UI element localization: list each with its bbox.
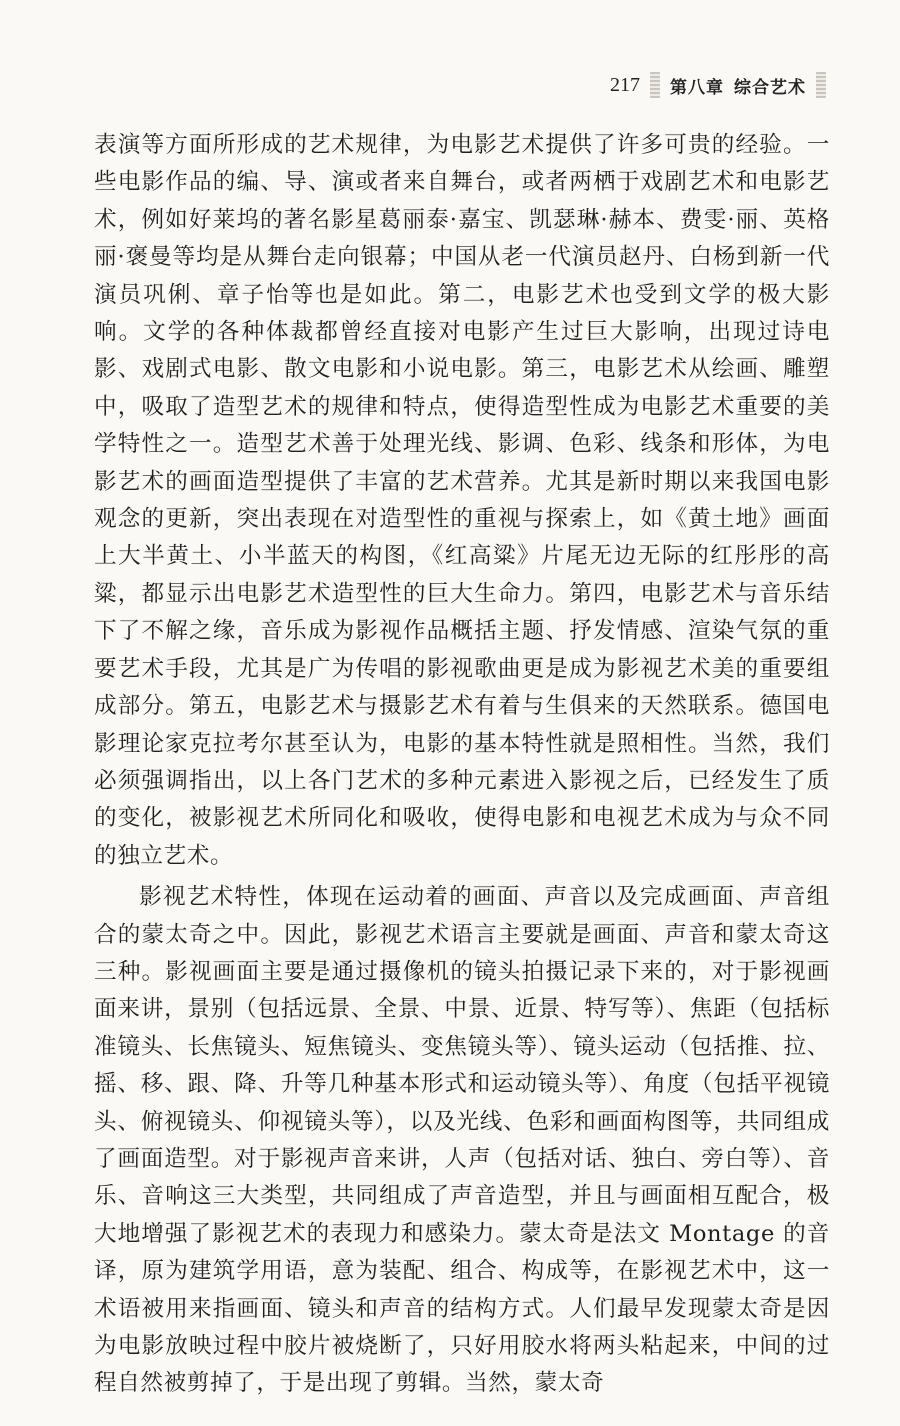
page-number: 217 <box>610 73 640 96</box>
header-divider-right <box>816 72 826 98</box>
paragraph-continued: 表演等方面所形成的艺术规律，为电影艺术提供了许多可贵的经验。一些电影作品的编、导、演或者来自舞台，或者两栖于戏剧艺术和电影艺术，例如好莱坞的著名影星葛丽泰·嘉宝、凯瑟琳·赫本、费雯·丽、英格丽·褒曼等均是从舞台走向银幕；中国从老一代演员赵丹、白杨到新一代演员巩俐、章子怡等也是如此。第二，电影艺术也受到文学的极大影响。文学的各种体裁都曾经直接对电影产生过巨大影响，出现过诗电影、戏剧式电影、散文电影和小说电影。第三，电影艺术从绘画、雕塑中，吸取了造型艺术的规律和特点，使得造型性成为电影艺术重要的美学特性之一。造型艺术善于处理光线、影调、色彩、线条和形体，为电影艺术的画面造型提供了丰富的艺术营养。尤其是新时期以来我国电影观念的更新，突出表现在对造型性的重视与探索上，如《黄土地》画面上大半黄土、小半蓝天的构图，《红高粱》片尾无边无际的红彤彤的高粱，都显示出电影艺术造型性的巨大生命力。第四，电影艺术与音乐结下了不解之缘，音乐成为影视作品概括主题、抒发情感、渲染气氛的重要艺术手段，尤其是广为传唱的影视歌曲更是成为影视艺术美的重要组成部分。第五，电影艺术与摄影艺术有着与生俱来的天然联系。德国电影理论家克拉考尔甚至认为，电影的基本特性就是照相性。当然，我们必须强调指出，以上各门艺术的多种元素进入影视之后，已经发生了质的变化，被影视艺术所同化和吸收，使得电影和电视艺术成为与众不同的独立艺术。 <box>94 132 830 869</box>
chapter-title: 综合艺术 <box>734 77 806 98</box>
header-divider <box>650 72 660 98</box>
chapter-label: 第八章 <box>670 77 724 98</box>
body-text <box>94 127 830 1403</box>
running-header <box>610 70 826 100</box>
paragraph: 影视艺术特性，体现在运动着的画面、声音以及完成画面、声音组合的蒙太奇之中。因此，影视艺术语言主要就是画面、声音和蒙太奇这三种。影视画面主要是通过摄像机的镜头拍摄记录下来的，对于影视画面来讲，景别（包括远景、全景、中景、近景、特写等）、焦距（包括标准镜头、长焦镜头、短焦镜头、变焦镜头等）、镜头运动（包括推、拉、摇、移、跟、降、升等几种基本形式和运动镜头等）、角度（包括平视镜头、俯视镜头、仰视镜头等），以及光线、色彩和画面构图等，共同组成了画面造型。对于影视声音来讲，人声（包括对话、独白、旁白等）、音乐、音响这三大类型，共同组成了声音造型，并且与画面相互配合，极大地增强了影视艺术的表现力和感染力。蒙太奇是法文 Montage 的音译，原为建筑学用语，意为装配、组合、构成等，在影视艺术中，这一术语被用来指画面、镜头和声音的结构方式。人们最早发现蒙太奇是因为电影放映过程中胶片被烧断了，只好用胶水将两头粘起来，中间的过程自然被剪掉了，于是出现了剪辑。当然，蒙太奇 <box>94 884 830 1397</box>
